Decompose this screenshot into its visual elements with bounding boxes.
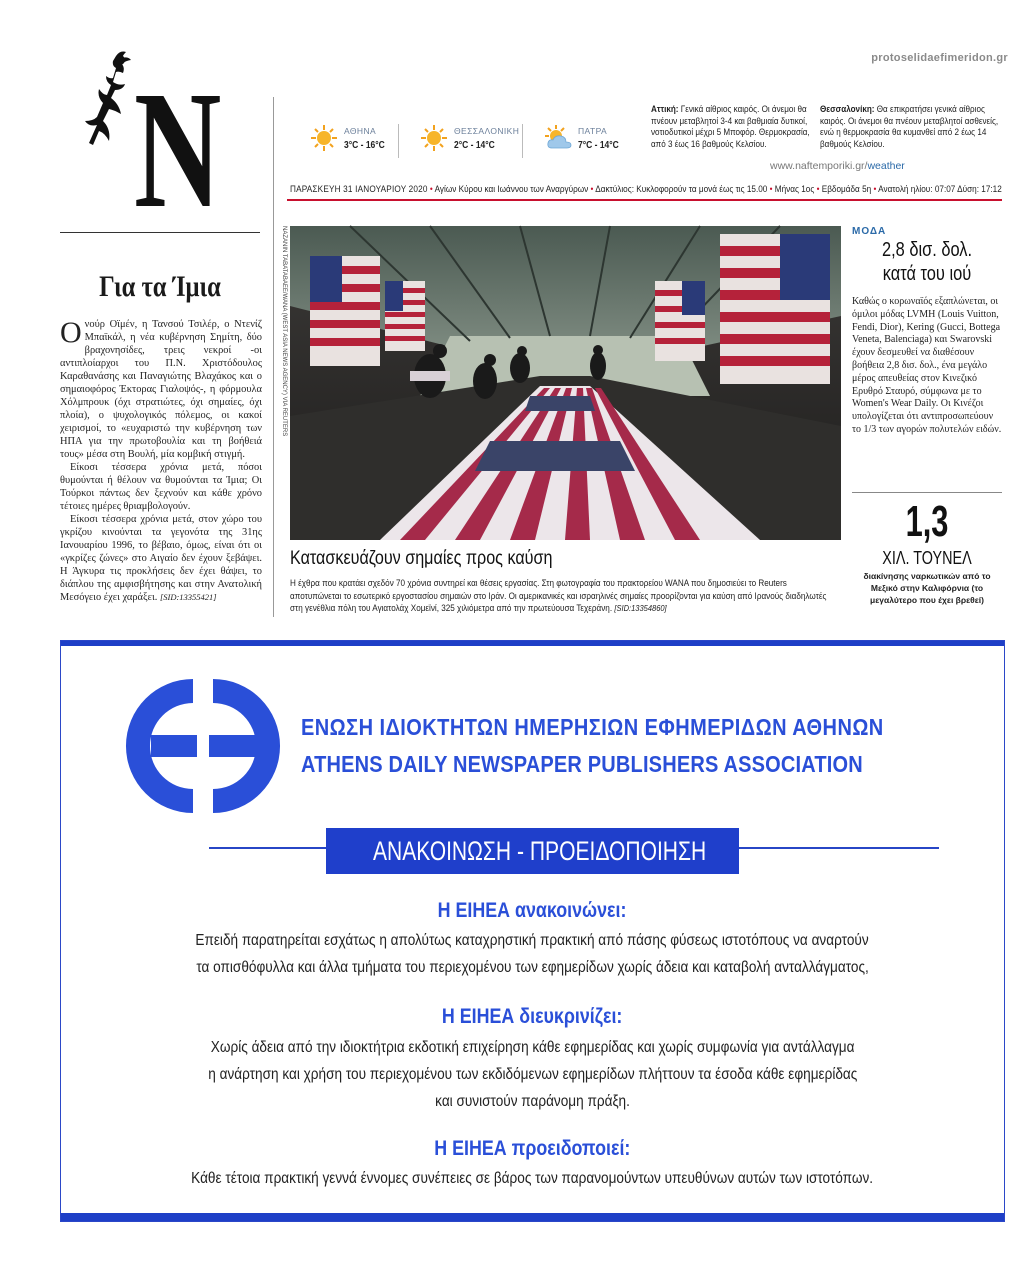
figure-number: 1,3: [905, 497, 949, 546]
figure-unit: ΧΙΛ. ΤΟΥΝΕΛ: [882, 548, 972, 568]
sun-icon: [310, 124, 338, 152]
dateline-bullet: •: [767, 184, 775, 194]
dateline-bullet: •: [427, 184, 435, 194]
notice-text: [61, 954, 1004, 981]
notice-heading-text: Η ΕΙΗΕΑ διευκρινίζει:: [442, 1005, 623, 1028]
column-sid: [SID:13355421]: [159, 592, 217, 602]
notice-heading-text: Η ΕΙΗΕΑ προειδοποιεί:: [434, 1137, 631, 1160]
notice-heading-text: Η ΕΙΗΕΑ ανακοινώνει:: [438, 899, 627, 922]
notice-text: [61, 1165, 1004, 1192]
notice-top-bar: [61, 641, 1004, 646]
city-name: ΠΑΤΡΑ: [578, 126, 608, 136]
photo-caption: [290, 577, 839, 615]
figure-description: διακίνησης ναρκωτικών από το Μεξικό στην Καλιφόρνια (το μεγαλύτερο που έχει βρεθεί): [863, 571, 991, 605]
photo-title: Κατασκευάζουν σημαίες προς καύση: [290, 548, 553, 569]
notice-text: [61, 1088, 1004, 1115]
column-divider: [273, 97, 274, 617]
association-name-en: ATHENS DAILY NEWSPAPER PUBLISHERS ASSOCIATION: [301, 751, 863, 777]
city-temp: 7°C - 14°C: [578, 140, 619, 151]
weather-city-patra: [534, 118, 664, 162]
forecast-label: Θεσσαλονίκη:: [820, 104, 875, 114]
dateline-date: ΠΑΡΑΣΚΕΥΗ 31 ΙΑΝΟΥΑΡΙΟΥ 2020: [290, 184, 428, 194]
photo-sid: [SID:13354860]: [614, 603, 667, 613]
dateline-bullet: •: [814, 184, 822, 194]
dateline-bullet: •: [871, 184, 879, 194]
logo-letter: N: [134, 57, 222, 243]
moda-headline-line: 2,8 δισ. δολ.: [881, 239, 973, 261]
city-name: ΘΕΣΣΑΛΟΝΙΚΗ: [454, 126, 520, 136]
site-watermark: protoselidaefimeridon.gr: [871, 52, 1008, 64]
notice-bottom-bar: [61, 1213, 1004, 1221]
column-paragraph: Είκοσι τέσσερα χρόνια μετά, πόσοι θυμούνται ή θέλουν να θυμούνται τα Ίμια; Οι Τούρκοι πάντως δεν ξεχνούν και κάθε χρόνο τέτοιες ημέρες θριαμβολογούν.: [60, 462, 262, 512]
sun-cloud-icon: [544, 124, 572, 152]
weather-link-prefix: www.naftemporiki.gr/: [770, 160, 868, 172]
newspaper-logo: [82, 48, 222, 243]
left-divider: [60, 232, 260, 233]
dateline-bullet: •: [588, 184, 596, 194]
forecast-text: Γενικά αίθριος καιρός. Οι άνεμοι θα πνέουν μεταβλητοί 3-4 και βαθμιαία δυτικοί, νοτιοδυτικοί μέχρι 5 Μποφόρ. Θερμοκρασία, από 3 έως 16 βαθμούς Κελσίου.: [651, 104, 810, 149]
weather-link-suffix: weather: [867, 160, 905, 172]
dateline-item: Δακτύλιος: Κυκλοφορούν τα μονά έως τις 15.00: [595, 184, 768, 194]
notice-text-line: η ανάρτηση και χρήση του περιεχομένου των εκδιδόμενων εφημερίδων πλήττουν τα έσοδα κάθε εφημερίδας: [207, 1066, 858, 1083]
photo-credit-text: NAZANIN TABATABAEE/WANA (WEST ASIA NEWS AGENCY) VIA REUTERS: [281, 226, 287, 437]
notice-text: [61, 1034, 1004, 1061]
association-logo-icon: [115, 671, 305, 821]
dateline-item: Μήνας 1ος: [774, 184, 815, 194]
column-title: Για τα Ίμια: [99, 270, 221, 303]
dateline-item: Ανατολή ηλίου: 07:07 Δύση: 17:12: [878, 184, 1002, 194]
notice-heading: [61, 899, 1004, 923]
moda-body: Καθώς ο κορωναϊός εξαπλώνεται, οι όμιλοι μόδας LVMH (Louis Vuitton, Fendi, Dior), Kering (Gucci, Bottega Veneta, Balenciaga) και Swarovski έχουν δεσμευθεί να διαθέσουν βοήθεια 2,8 δισ. δολ., ένα μεγάλο μέρος απευθείας στον Κινεζικό Ερυθρό Σταυρό, σύμφωνα με το Women's Wear Daily. Οι Κινέζοι υπολογίζεται ότι αντιπροσωπεύουν το 1/3 των αγορών πολυτελών ειδών.: [852, 296, 1002, 435]
sun-icon: [420, 124, 448, 152]
dateline-item: Εβδομάδα 5η: [821, 184, 872, 194]
association-name-gr: ΕΝΩΣΗ ΙΔΙΟΚΤΗΤΩΝ ΗΜΕΡΗΣΙΩΝ ΕΦΗΜΕΡΙΔΩΝ ΑΘΗΝΩΝ: [301, 714, 884, 740]
moda-headline-line: κατά του ιού: [882, 263, 972, 285]
city-temp: 3°C - 16°C: [344, 140, 385, 151]
column-paragraph-text: Είκοσι τέσσερα χρόνια μετά, στον χώρο του γκρίζου κινούνται τα γεγονότα της 31ης Ιανουαρίου 1996, το βέβαιο, όμως, είναι ότι οι «γκρίζες ζώνες» στο Αιγαίο δεν έχουν ξεβάψει. Η Άγκυρα τις προκλήσεις δεν έχει θάψει, το διάπλου της αμφισβήτησης και στην Ανατολική Μεσόγειο έχει χαράξει.: [60, 514, 262, 603]
notice-banner-text: ΑΝΑΚΟΙΝΩΣΗ - ΠΡΟΕΙΔΟΠΟΙΗΣΗ: [372, 836, 707, 866]
forecast-thessaloniki: [820, 104, 1000, 150]
notice-heading: [61, 1137, 1004, 1161]
right-divider: [852, 492, 1002, 493]
moda-headline: [866, 238, 989, 286]
city-name: ΑΘΗΝΑ: [344, 126, 377, 136]
notice-text-line: Κάθε τέτοια πρακτική γεννά έννομες συνέπειες σε βάρος των παρανομούντων υπευθύνων αυτών των ιστοτόπων.: [191, 1170, 874, 1187]
photo-caption-text: Η έχθρα που κρατάει σχεδόν 70 χρόνια συντηρεί και θέσεις εργασίας. Στη φωτογραφία του πρακτορείου WANA που δημοσιεύει το Reuters αποτυπώνεται το εσωτερικό εργοστασίου σημαιών στο Ιράν. Οι αμερικανικές και ισραηλινές σημαίες προορίζονται για καύση από Ιρανούς διαδηλωτές στη γενέθλια πόλη του Αγιατολάχ Χομεϊνί, 325 χιλιόμετρα από την πρωτεύουσα Τεχεράνη.: [290, 578, 827, 613]
weather-divider: [522, 124, 523, 158]
forecast-label: Αττική:: [651, 104, 679, 114]
weather-link[interactable]: [770, 160, 905, 172]
column-paragraph-text: νούρ Οϊμέν, η Τανσού Τσιλέρ, ο Ντενίζ Μπαϊκάλ, η νέα κυβέρνηση Σημίτη, δύο βραχονησίδες, τρεις νεκροί -οι αντιπλοίαρχοι του Π.Ν. Χριστόδουλος Καραθανάσης και Παναγιώτης Βλαχάκος και ο σημαιοφόρος Έκτορας Γιαλοψός-, η φόρμουλα Χόλμπρουκ (όχι στρατιώτες, όχι σημαίες, όχι πλοία), ο ψυχολογικός πόλεμος, οι κακοί χειρισμοί, το «ευχαριστώ την κυβέρνηση των ΗΠΑ για την πρωτοβουλία και τη βοήθειά τους» μέσα στη Βουλή, μία κομβική στιγμή.: [60, 319, 262, 460]
photo-credit: [279, 226, 289, 540]
city-temp: 2°C - 14°C: [454, 140, 495, 151]
notice-text-line: Επειδή παρατηρείται εσχάτως η απολύτως καταχρηστική πρακτική από πάσης φύσεως ιστοτόπους να αναρτούν: [195, 932, 870, 949]
dateline-item: Αγίων Κύρου και Ιωάννου των Αναργύρων: [434, 184, 589, 194]
notice-text-line: και συνιστούν παράνομη πράξη.: [435, 1093, 630, 1110]
forecast-attiki: [651, 104, 822, 150]
flag-factory-photo: [290, 226, 841, 540]
publishers-notice: [60, 640, 1005, 1222]
column-body: [60, 318, 262, 604]
column-paragraph: [60, 513, 262, 604]
notice-text: [61, 1061, 1004, 1088]
red-divider: [287, 199, 1002, 201]
notice-text: [61, 927, 1004, 954]
notice-text-line: Χωρίς άδεια από την ιδιοκτήτρια εκδοτική επιχείρηση κάθε εφημερίδας και χωρίς συμφωνία για αντάλλαγμα: [210, 1039, 855, 1056]
dateline: [290, 184, 1002, 194]
section-label: ΜΟΔΑ: [852, 226, 887, 237]
photo-illustration: [290, 226, 841, 540]
weather-divider: [398, 124, 399, 158]
forecast-text: Θα επικρατήσει γενικά αίθριος καιρός. Οι άνεμοι θα πνέουν μεταβλητοί ασθενείς, ενώ η θερμοκρασία θα κυμανθεί από 2 έως 14 βαθμούς Κελσίου.: [820, 104, 999, 149]
notice-banner: [326, 828, 739, 874]
notice-heading: [61, 1005, 1004, 1029]
weather-city-thessaloniki: [410, 118, 540, 162]
drop-cap: Ο: [60, 316, 82, 349]
notice-text-line: τα οπισθόφυλλα και άλλα τμήματα του περιεχομένου των εφημερίδων χωρίς άδεια και καταβολή ανταλλάγματος,: [196, 959, 869, 976]
column-paragraph: [60, 318, 262, 461]
